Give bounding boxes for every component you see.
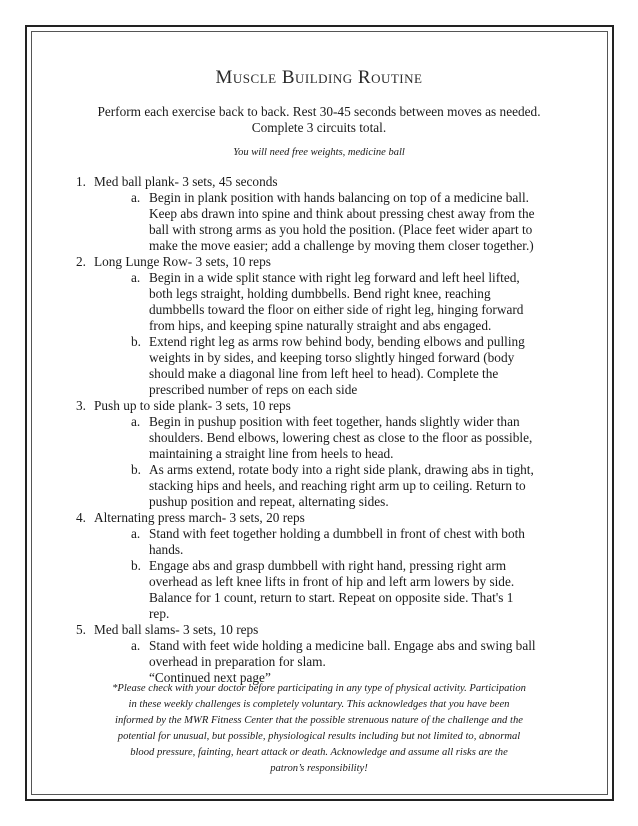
exercise-heading: [68, 622, 568, 638]
step-text-line: Balance for 1 count, return to start. Repeat on opposite side. That's 1: [149, 590, 514, 605]
step-text-line: rep.: [149, 606, 170, 621]
step-letter: b.: [131, 462, 141, 477]
exercise-heading: [68, 254, 568, 270]
exercise-step: [68, 334, 568, 398]
exercise-heading: [68, 174, 568, 190]
exercise-number: 2.: [76, 254, 86, 269]
disclaimer-line: patron’s responsibility!: [270, 763, 368, 774]
step-text-line: As arms extend, rotate body into a right side plank, drawing abs in tight,: [149, 462, 534, 477]
disclaimer-line: *Please check with your doctor before participating in any type of physical activity. Participation: [112, 683, 526, 694]
exercise-heading: [68, 510, 568, 526]
step-text-line: overhead in preparation for slam.: [149, 654, 326, 669]
step-text-line: prescribed number of reps on each side: [149, 382, 358, 397]
exercise-step: [68, 190, 568, 254]
disclaimer-line: potential for unusual, but possible, physiological results including but not limited to, abnormal: [117, 731, 521, 742]
disclaimer-line: blood pressure, fainting, heart attack or death. Acknowledge and assume all risks are the: [130, 747, 508, 758]
step-text-line: stacking hips and heels, and reaching right arm up to ceiling. Return to: [149, 478, 526, 493]
step-text-line: shoulders. Bend elbows, lowering chest as close to the floor as possible,: [149, 430, 533, 445]
exercise-step: [68, 270, 568, 334]
exercise-item: [68, 398, 568, 510]
step-letter: b.: [131, 558, 141, 573]
exercise-step: [68, 526, 568, 558]
exercise-label: Alternating press march- 3 sets, 20 reps: [94, 510, 305, 525]
intro-line: Complete 3 circuits total.: [251, 120, 387, 135]
disclaimer-line: informed by the MWR Fitness Center that the possible strenuous nature of the challenge and the: [115, 715, 523, 726]
step-text-line: pushup position and repeat, alternating sides.: [149, 494, 389, 509]
step-text-line: maintaining a straight line from heels to head.: [149, 446, 394, 461]
step-letter: a.: [131, 414, 141, 429]
step-letter: a.: [131, 270, 141, 285]
exercise-label: Push up to side plank- 3 sets, 10 reps: [94, 398, 291, 413]
step-text-line: Extend right leg as arms row behind body, bending elbows and pulling: [149, 334, 525, 349]
step-letter: a.: [131, 190, 141, 205]
step-text-line: ball with strong arms as you hold the position. (Place feet wider apart to: [149, 222, 533, 237]
step-text-line: weights in by sides, and keeping torso slightly hinged forward (body: [149, 350, 515, 365]
step-text-line: Begin in a wide split stance with right leg forward and left heel lifted,: [149, 270, 520, 285]
step-text-line: dumbbells toward the floor on either side of right leg, hinging forward: [149, 302, 524, 317]
step-text-line: “Continued next page”: [149, 670, 271, 685]
exercise-list: [68, 174, 568, 686]
step-text-line: Begin in pushup position with feet together, hands slightly wider than: [149, 414, 520, 429]
step-text-line: both legs straight, holding dumbbells. Bend right knee, reaching: [149, 286, 491, 301]
exercise-step: [68, 414, 568, 462]
exercise-number: 5.: [76, 622, 86, 637]
step-text-line: Begin in plank position with hands balancing on top of a medicine ball.: [149, 190, 529, 205]
step-text-line: Stand with feet together holding a dumbbell in front of chest with both: [149, 526, 525, 541]
exercise-step: [68, 558, 568, 622]
intro-line: Perform each exercise back to back. Rest 30-45 seconds between moves as needed.: [97, 104, 541, 119]
step-text-line: hands.: [149, 542, 184, 557]
step-text-line: from hips, and keeping spine naturally straight and abs engaged.: [149, 318, 492, 333]
exercise-label: Long Lunge Row- 3 sets, 10 reps: [94, 254, 271, 269]
step-text-line: Keep abs drawn into spine and think about pressing chest away from the: [149, 206, 535, 221]
disclaimer-line: in these weekly challenges is completely voluntary. This acknowledges that you have been: [128, 699, 510, 710]
step-text-line: make the move easier; add a challenge by moving them closer together.): [149, 238, 534, 253]
step-letter: b.: [131, 334, 141, 349]
step-text-line: overhead as left knee lifts in front of hip and left arm lowers by side.: [149, 574, 515, 589]
exercise-item: [68, 510, 568, 622]
step-text-line: Stand with feet wide holding a medicine ball. Engage abs and swing ball: [149, 638, 536, 653]
exercise-number: 3.: [76, 398, 86, 413]
exercise-item: [68, 254, 568, 398]
step-text-line: should make a diagonal line from left heel to head). Complete the: [149, 366, 499, 381]
disclaimer: [74, 681, 564, 777]
exercise-item: [68, 174, 568, 254]
step-text-line: Engage abs and grasp dumbbell with right hand, pressing right arm: [149, 558, 507, 573]
exercise-heading: [68, 398, 568, 414]
intro-paragraph: [80, 104, 558, 136]
step-letter: a.: [131, 638, 141, 653]
exercise-step: [68, 462, 568, 510]
step-letter: a.: [131, 526, 141, 541]
exercise-step: [68, 638, 568, 686]
exercise-item: [68, 622, 568, 686]
document-title: Muscle Building Routine: [215, 67, 423, 88]
equipment-note: You will need free weights, medicine ball: [233, 147, 405, 158]
exercise-label: Med ball plank- 3 sets, 45 seconds: [94, 174, 278, 189]
exercise-label: Med ball slams- 3 sets, 10 reps: [94, 622, 259, 637]
exercise-number: 1.: [76, 174, 86, 189]
exercise-number: 4.: [76, 510, 86, 525]
